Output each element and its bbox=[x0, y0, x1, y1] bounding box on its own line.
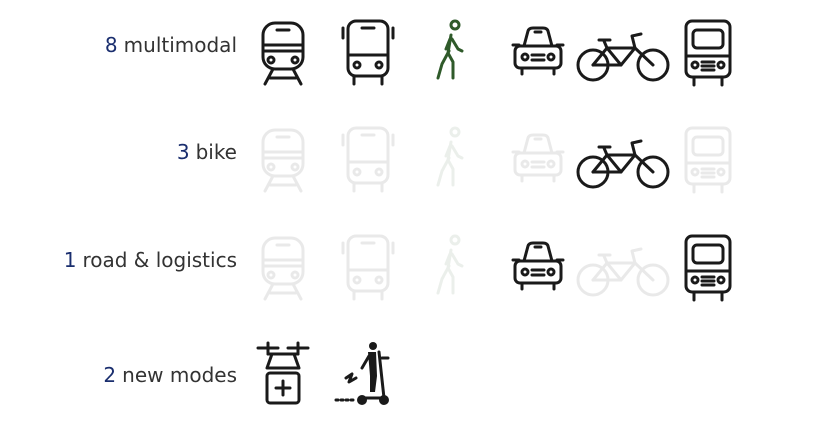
electric-scooter-icon bbox=[340, 340, 396, 410]
train-icon bbox=[255, 125, 311, 195]
car-icon bbox=[510, 233, 566, 303]
row-count: 8 bbox=[104, 33, 118, 57]
mode-row-new-modes bbox=[0, 330, 815, 420]
car-icon bbox=[510, 125, 566, 195]
row-label bbox=[177, 107, 237, 197]
row-label-text: new modes bbox=[122, 363, 237, 387]
bicycle-icon bbox=[595, 125, 651, 195]
row-label-text: road & logistics bbox=[82, 248, 237, 272]
row-label bbox=[103, 330, 237, 420]
pedestrian-icon bbox=[425, 18, 481, 88]
train-icon bbox=[255, 18, 311, 88]
row-count: 2 bbox=[103, 363, 117, 387]
bus-icon bbox=[340, 233, 396, 303]
row-label-text: multimodal bbox=[123, 33, 237, 57]
row-label bbox=[64, 215, 237, 305]
bus-icon bbox=[340, 125, 396, 195]
pedestrian-icon bbox=[425, 233, 481, 303]
bicycle-icon bbox=[595, 233, 651, 303]
delivery-drone-icon bbox=[255, 340, 311, 410]
truck-icon bbox=[680, 18, 736, 88]
mode-row-road-logistics bbox=[0, 215, 815, 305]
pedestrian-icon bbox=[425, 125, 481, 195]
row-count: 1 bbox=[63, 248, 77, 272]
row-label-text: bike bbox=[195, 140, 237, 164]
row-count: 3 bbox=[176, 140, 190, 164]
bus-icon bbox=[340, 18, 396, 88]
mode-row-bike bbox=[0, 107, 815, 197]
truck-icon bbox=[680, 125, 736, 195]
mode-row-multimodal bbox=[0, 0, 815, 90]
row-label bbox=[105, 0, 237, 90]
truck-icon bbox=[680, 233, 736, 303]
car-icon bbox=[510, 18, 566, 88]
bicycle-icon bbox=[595, 18, 651, 88]
train-icon bbox=[255, 233, 311, 303]
